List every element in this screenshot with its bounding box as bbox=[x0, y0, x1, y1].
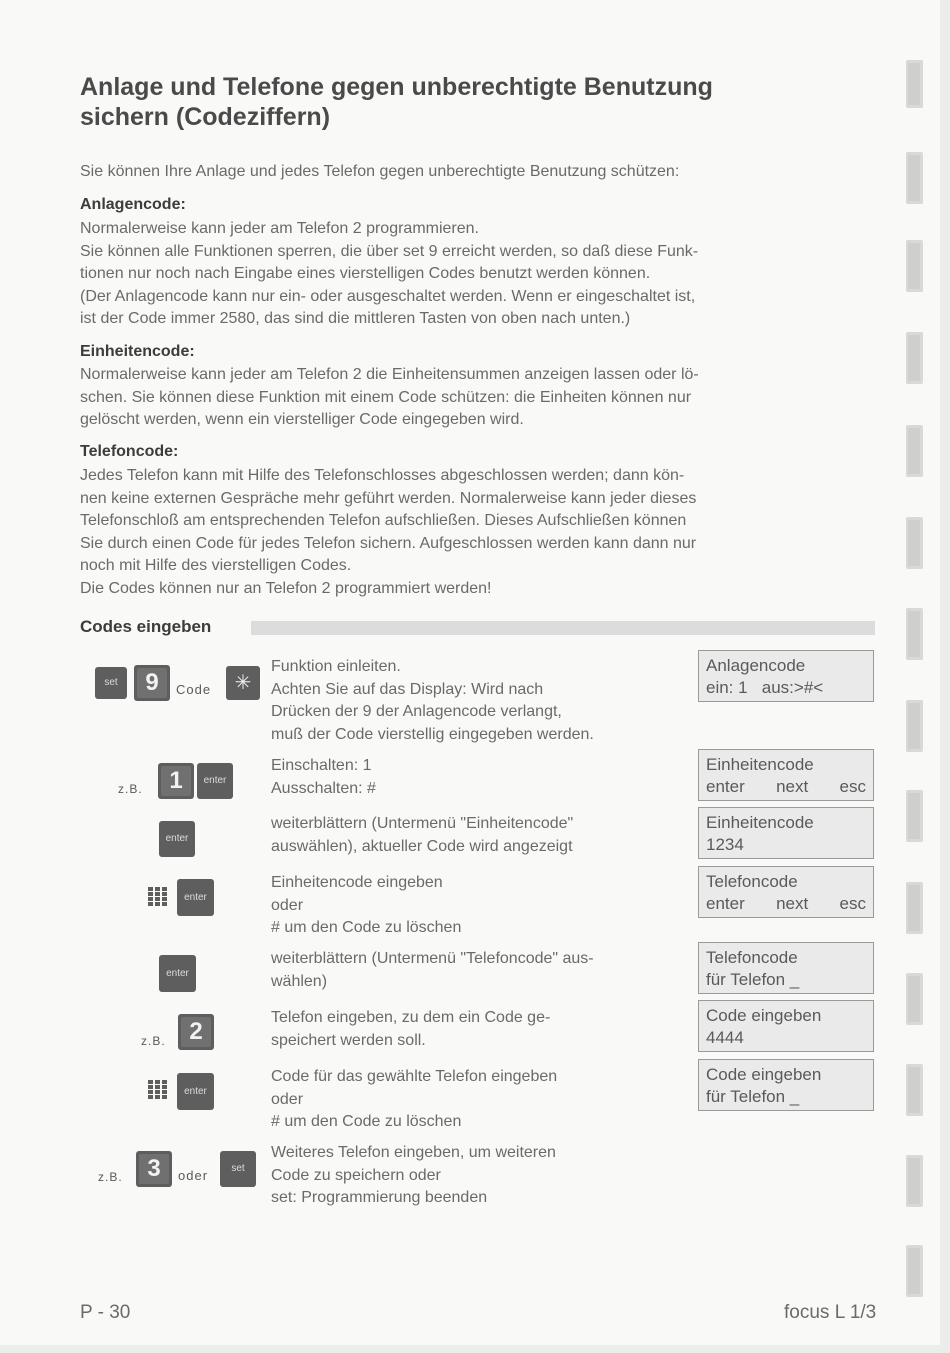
three-key bbox=[136, 1151, 172, 1187]
display-line-2 bbox=[706, 776, 866, 798]
page-edge-shadow bbox=[940, 0, 950, 1353]
display-line-1: Telefoncode bbox=[706, 872, 798, 891]
set-key: set bbox=[220, 1151, 256, 1187]
softkey-esc: esc bbox=[839, 777, 866, 796]
step-line: Achten Sie auf das Display: Wird nach bbox=[271, 680, 544, 698]
enter-key: enter bbox=[177, 879, 214, 916]
thumb-index-tab bbox=[906, 517, 923, 569]
display-line-1: Code eingeben bbox=[706, 1006, 822, 1025]
softkey-esc: esc bbox=[839, 894, 866, 913]
set-key: set bbox=[95, 667, 127, 699]
zb-label: z.B. bbox=[98, 1170, 123, 1184]
step-line: weiterblättern (Untermenü "Telefoncode" aus- bbox=[271, 950, 594, 967]
display-value: aus:>#< bbox=[761, 678, 824, 697]
step-line: Drücken der 9 der Anlagencode verlangt, bbox=[271, 703, 562, 720]
enter-key: enter bbox=[177, 1073, 214, 1110]
three-key-label: 3 bbox=[147, 1155, 161, 1182]
display-line-1: Code eingeben bbox=[706, 1065, 822, 1084]
step-line: set: Programmierung beenden bbox=[271, 1189, 488, 1206]
codes-heading-bar bbox=[251, 621, 875, 635]
text-line: Normalerweise kann jeder am Telefon 2 die Einheitensummen anzeigen lassen oder lö- bbox=[80, 366, 699, 383]
step-line: Telefon eingeben, zu dem ein Code ge- bbox=[271, 1009, 551, 1026]
step-line: Weiteres Telefon eingeben, um weiteren bbox=[271, 1144, 556, 1161]
softkey-next: next bbox=[776, 777, 809, 796]
display-telefoncode-menu bbox=[698, 866, 874, 918]
codes-heading: Codes eingeben bbox=[80, 617, 212, 636]
thumb-index-tab bbox=[906, 152, 923, 204]
thumb-index-tab bbox=[906, 882, 923, 934]
text-line: Sie durch einen Code für jedes Telefon sichern. Aufgeschlossen werden kann dann nur bbox=[80, 534, 697, 552]
step-4-text bbox=[271, 872, 691, 940]
text-line: Die Codes können nur an Telefon 2 programmiert werden! bbox=[80, 579, 492, 597]
step-line: Code für das gewählte Telefon eingeben bbox=[271, 1068, 558, 1085]
nine-key-label: 9 bbox=[145, 669, 159, 696]
thumb-index-tab bbox=[906, 1064, 923, 1116]
display-einheitencode-menu bbox=[698, 749, 874, 801]
text-line: tionen nur noch nach Eingabe eines vierstelligen Codes benutzt werden können. bbox=[80, 265, 651, 282]
thumb-index-tab bbox=[906, 425, 923, 477]
thumb-index-tab bbox=[906, 608, 923, 660]
step-line: muß der Code vierstellig eingegeben werden. bbox=[271, 725, 594, 743]
text-line: ist der Code immer 2580, das sind die mittleren Tasten von oben nach unten.) bbox=[80, 310, 631, 327]
softkey-enter: enter bbox=[706, 777, 745, 796]
thumb-index-tab bbox=[906, 240, 923, 292]
step-7-text bbox=[271, 1066, 691, 1134]
oder-label: oder bbox=[178, 1168, 209, 1183]
step-line: oder bbox=[271, 896, 304, 914]
text-line: schen. Sie können diese Funktion mit einem Code schützen: die Einheiten können nur bbox=[80, 388, 692, 406]
step-line: wählen) bbox=[271, 972, 328, 990]
thumb-index-tab bbox=[906, 700, 923, 752]
display-line-2: 4444 bbox=[706, 1028, 744, 1047]
thumb-index-tab bbox=[906, 790, 923, 842]
title-line-1: Anlage und Telefone gegen unberechtigte Benutzung bbox=[80, 73, 713, 101]
text-line: noch mit Hilfe des vierstelligen Codes. bbox=[80, 557, 352, 574]
display-line-2: für Telefon _ bbox=[706, 970, 800, 989]
text-line: (Der Anlagencode kann nur ein- oder ausgeschaltet werden. Wenn er eingeschaltet ist, bbox=[80, 287, 696, 305]
step-8-text bbox=[271, 1142, 691, 1210]
enter-key: enter bbox=[197, 763, 233, 799]
keypad-icon bbox=[148, 1080, 168, 1100]
enter-key: enter bbox=[159, 955, 196, 992]
thumb-index-tab bbox=[906, 332, 923, 384]
step-line: oder bbox=[271, 1090, 304, 1108]
step-line: Ausschalten: # bbox=[271, 779, 376, 797]
section-heading-anlagencode: Anlagencode: bbox=[80, 196, 186, 213]
softkey-enter: enter bbox=[706, 894, 745, 913]
display-line-2: für Telefon _ bbox=[706, 1087, 800, 1106]
one-key bbox=[158, 763, 194, 799]
page-title bbox=[80, 72, 840, 132]
step-line: Einheitencode eingeben bbox=[271, 874, 443, 891]
section-text-einheitencode bbox=[80, 364, 875, 432]
step-2-text bbox=[271, 755, 691, 800]
display-line-2 bbox=[706, 677, 866, 699]
step-line: Funktion einleiten. bbox=[271, 658, 401, 675]
step-6-text bbox=[271, 1007, 691, 1052]
step-line: # um den Code zu löschen bbox=[271, 919, 462, 936]
page-number: P - 30 bbox=[80, 1302, 131, 1323]
code-label: Code bbox=[176, 682, 212, 697]
step-line: speichert werden soll. bbox=[271, 1031, 426, 1049]
step-line: Einschalten: 1 bbox=[271, 757, 372, 774]
section-text-telefoncode bbox=[80, 465, 875, 600]
text-line: Telefonschloß am entsprechenden Telefon aufschließen. Dieses Aufschließen können bbox=[80, 512, 687, 529]
text-line: Normalerweise kann jeder am Telefon 2 programmieren. bbox=[80, 220, 479, 237]
display-line-1: Einheitencode bbox=[706, 755, 814, 774]
step-line: weiterblättern (Untermenü "Einheitencode" bbox=[271, 815, 574, 832]
display-value: ein: 1 bbox=[706, 678, 748, 697]
step-3-text bbox=[271, 813, 691, 858]
display-line-1: Telefoncode bbox=[706, 948, 798, 967]
step-line: # um den Code zu löschen bbox=[271, 1113, 462, 1130]
display-einheitencode-value bbox=[698, 807, 874, 859]
step-line: Code zu speichern oder bbox=[271, 1166, 441, 1184]
text-line: gelöscht werden, wenn ein vierstelliger Code eingegeben wird. bbox=[80, 411, 524, 428]
text-line: Sie können alle Funktionen sperren, die über set 9 erreicht werden, so daß diese Funk- bbox=[80, 242, 699, 260]
display-anlagencode bbox=[698, 650, 874, 702]
step-5-text bbox=[271, 948, 691, 993]
nine-key bbox=[134, 665, 170, 701]
zb-label: z.B. bbox=[141, 1034, 166, 1048]
section-heading-telefoncode: Telefoncode: bbox=[80, 443, 179, 460]
step-line: auswählen), aktueller Code wird angezeigt bbox=[271, 837, 573, 855]
thumb-index-tab bbox=[906, 60, 923, 108]
text-line: nen keine externen Gespräche mehr geführt werden. Normalerweise kann jeder dieses bbox=[80, 489, 697, 507]
thumb-index-tab bbox=[906, 1155, 923, 1207]
two-key bbox=[178, 1014, 214, 1050]
step-1-text bbox=[271, 656, 691, 746]
star-key: ✳ bbox=[226, 666, 260, 700]
display-telefoncode-telefon bbox=[698, 942, 874, 994]
title-line-2: sichern (Codeziffern) bbox=[80, 103, 331, 131]
display-line-2: 1234 bbox=[706, 835, 744, 854]
display-line-1: Einheitencode bbox=[706, 813, 814, 832]
display-line-2 bbox=[706, 893, 866, 915]
display-code-eingeben-value bbox=[698, 1000, 874, 1052]
display-code-eingeben-telefon bbox=[698, 1059, 874, 1111]
section-text-anlagencode bbox=[80, 218, 875, 331]
keypad-icon bbox=[148, 887, 168, 907]
thumb-index-tab bbox=[906, 973, 923, 1025]
section-heading-einheitencode: Einheitencode: bbox=[80, 343, 195, 360]
enter-key: enter bbox=[159, 821, 195, 857]
page-bottom-edge bbox=[0, 1345, 950, 1353]
one-key-label: 1 bbox=[169, 767, 183, 794]
model-name: focus L 1/3 bbox=[784, 1302, 877, 1323]
zb-label: z.B. bbox=[118, 782, 143, 796]
two-key-label: 2 bbox=[189, 1018, 203, 1045]
softkey-next: next bbox=[776, 894, 809, 913]
thumb-index-tab bbox=[906, 1245, 923, 1297]
text-line: Jedes Telefon kann mit Hilfe des Telefonschlosses abgeschlossen werden; dann kön- bbox=[80, 467, 685, 484]
intro-text: Sie können Ihre Anlage und jedes Telefon gegen unberechtigte Benutzung schützen: bbox=[80, 163, 680, 180]
display-line-1: Anlagencode bbox=[706, 656, 806, 675]
